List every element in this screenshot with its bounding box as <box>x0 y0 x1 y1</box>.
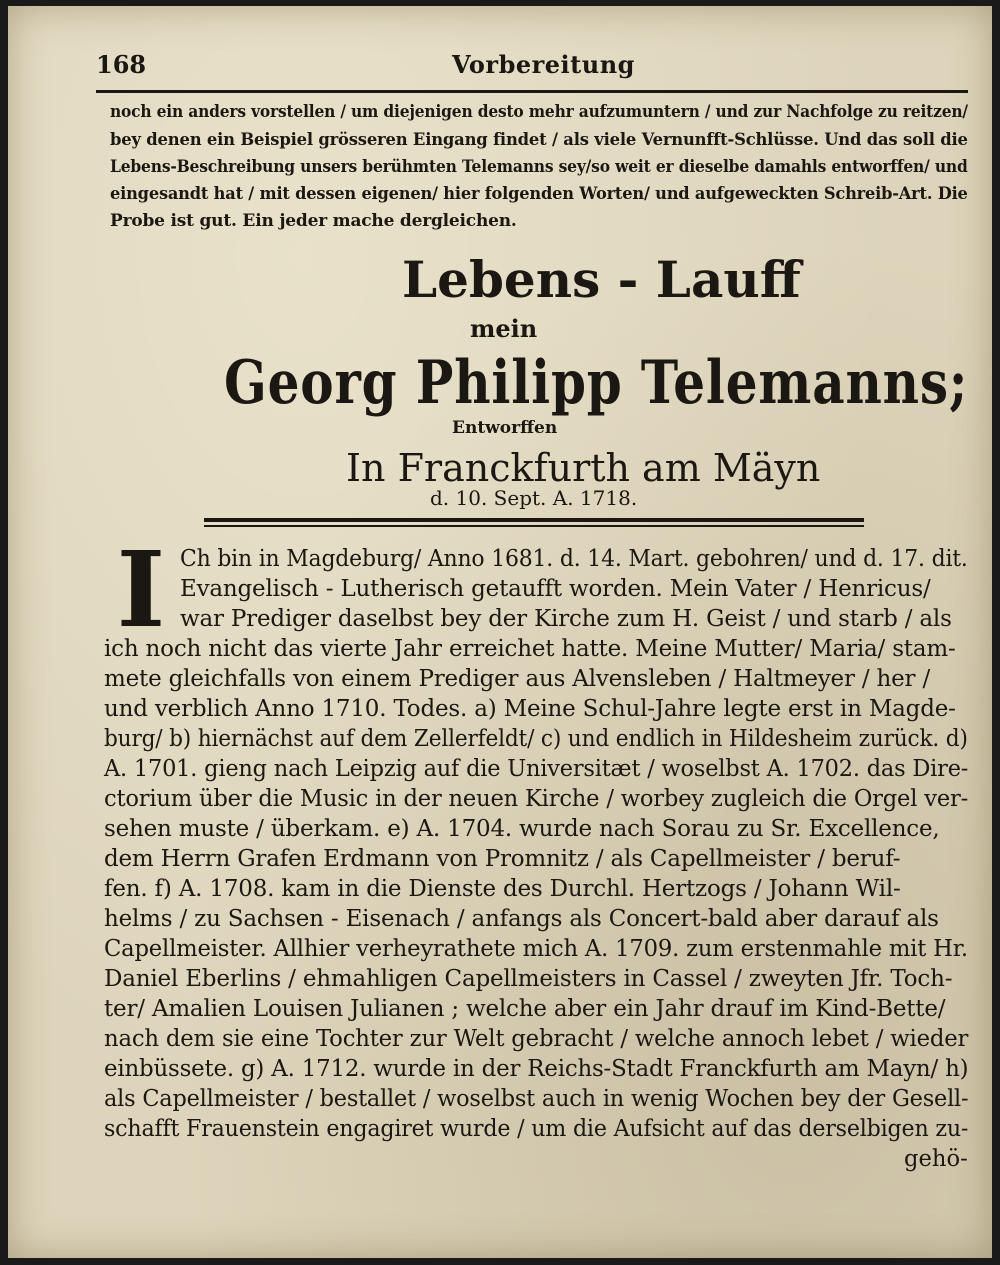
body-line: einbüssete. g) A. 1712. wurde in der Reichs-Stadt Franckfurth am Mayn/ h) <box>104 1056 969 1082</box>
running-title: Vorbereitung <box>452 50 635 79</box>
intro-line: Probe ist gut. Ein jeder mache dergleichen. <box>110 211 517 231</box>
book-page <box>8 6 992 1258</box>
body-line: war Prediger daselbst bey der Kirche zum H. Geist / und starb / als <box>180 606 952 632</box>
body-line: nach dem sie eine Tochter zur Welt gebracht / welche annoch lebet / wieder <box>104 1026 969 1052</box>
body-line: sehen muste / überkam. e) A. 1704. wurde nach Sorau zu Sr. Excellence, <box>104 816 940 842</box>
intro-line: noch ein anders vorstellen / um diejenigen desto mehr aufzumuntern / und zur Nachfolge zu reitzen/ <box>110 102 968 122</box>
body-line: Ch bin in Magdeburg/ Anno 1681. d. 14. Mart. gebohren/ und d. 17. dit. <box>180 546 968 572</box>
title-name: Georg Philipp Telemanns; <box>224 348 969 418</box>
drop-cap: I <box>116 528 166 651</box>
intro-line: eingesandt hat / mit dessen eigenen/ hier folgenden Worten/ und aufgeweckten Schreib-Art. Die <box>110 184 968 204</box>
title-date: d. 10. Sept. A. 1718. <box>430 486 638 510</box>
title-line: mein <box>470 314 538 343</box>
body-line: als Capellmeister / bestallet / woselbst auch in wenig Wochen bey der Gesell- <box>104 1086 969 1112</box>
body-line: dem Herrn Grafen Erdmann von Promnitz / als Capellmeister / beruf- <box>104 846 901 872</box>
title-place: In Franckfurth am Mäyn <box>346 446 821 490</box>
title-rule-thick <box>204 518 864 522</box>
intro-line: Lebens-Beschreibung unsers berühmten Telemanns sey/so weit er dieselbe damahls entworffen/ und <box>110 157 968 177</box>
body-line: A. 1701. gieng nach Leipzig auf die Universitæt / woselbst A. 1702. das Dire- <box>104 756 969 782</box>
title-rule-thin <box>204 525 864 527</box>
body-line: helms / zu Sachsen - Eisenach / anfangs als Concert-bald aber darauf als <box>104 906 939 932</box>
body-line: mete gleichfalls von einem Prediger aus Alvensleben / Haltmeyer / her / <box>104 666 931 692</box>
title-line: Lebens - Lauff <box>402 250 801 309</box>
page-number: 168 <box>96 50 147 79</box>
body-line: ich noch nicht das vierte Jahr erreichet hatte. Meine Mutter/ Maria/ stam- <box>104 636 956 662</box>
body-line: und verblich Anno 1710. Todes. a) Meine Schul-Jahre legte erst in Magde- <box>104 696 956 722</box>
body-line: Evangelisch - Lutherisch getaufft worden. Mein Vater / Henricus/ <box>180 576 931 602</box>
intro-line: bey denen ein Beispiel grösseren Eingang findet / als viele Vernunfft-Schlüsse. Und das soll die <box>110 130 968 150</box>
body-line: ter/ Amalien Louisen Julianen ; welche aber ein Jahr drauf im Kind-Bette/ <box>104 996 946 1022</box>
body-line: Capellmeister. Allhier verheyrathete mich A. 1709. zum erstenmahle mit Hr. <box>104 936 968 962</box>
body-line: ctorium über die Music in der neuen Kirche / worbey zugleich die Orgel ver- <box>104 786 969 812</box>
catchword: gehö- <box>904 1146 968 1172</box>
title-line: Entworffen <box>452 418 558 438</box>
body-line: Daniel Eberlins / ehmahligen Capellmeisters in Cassel / zweyten Jfr. Toch- <box>104 966 953 992</box>
body-line: burg/ b) hiernächst auf dem Zellerfeldt/ c) und endlich in Hildesheim zurück. d) <box>104 726 968 752</box>
body-line: schafft Frauenstein engagiret wurde / um die Aufsicht auf das derselbigen zu- <box>104 1116 969 1142</box>
body-line: fen. f) A. 1708. kam in die Dienste des Durchl. Hertzogs / Johann Wil- <box>104 876 901 902</box>
header-rule <box>96 90 968 93</box>
